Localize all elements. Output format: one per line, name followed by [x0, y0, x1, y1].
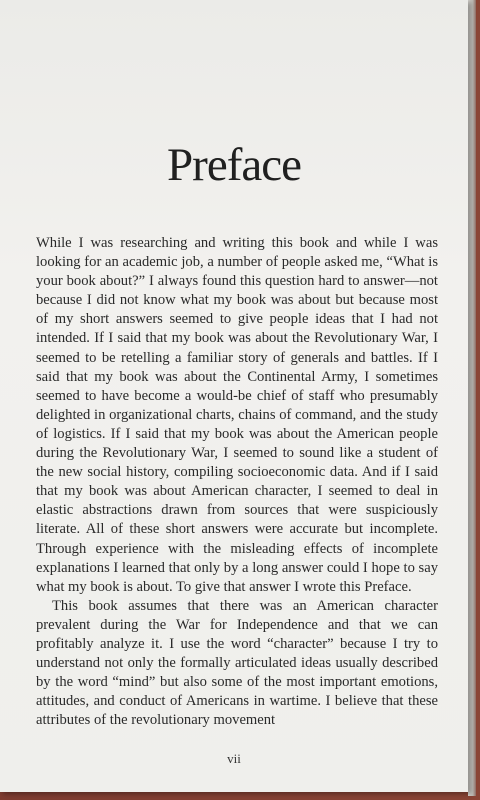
page-title: Preface	[167, 139, 301, 191]
page-edge	[468, 0, 476, 796]
paragraph-2: This book assumes that there was an American character prevalent during the War for Independence and that we can profitably analyze it. I use the word “character” because I try to understand not only the formally articulated ideas usually described by the word “mind” but also some of the most important emotions, attitudes, and conduct of Americans in wartime. I believe that these attributes of the revolutionary movement	[36, 597, 438, 729]
page-number: vii	[227, 751, 241, 766]
paragraph-1: While I was researching and writing this book and while I was looking for an academic job, a number of people asked me, “What is your book about?” I always found this question hard to answer—not because I did not know what my book was about but because most of my short answers seemed to give people ideas that I had not intended. If I said that my book was about the Revolutionary War, I seemed to be retelling a familiar story of generals and battles. If I said that my book was about the Continental Army, I sometimes seemed to have become a would-be chief of staff who presumably delighted in organizational charts, chains of command, and the study of logistics. If I said that my book was about the American people during the Revolutionary War, I seemed to sound like a student of the new social history, compiling socioeconomic data. And if I said that my book was about American character, I seemed to deal in elastic abstractions drawn from sources that were suspiciously literate. All of these short answers were accurate but incomplete. Through experience with the misleading effects of incomplete explanations I learned that only by a long answer could I hope to say what my book is about. To give that answer I wrote this Preface.	[36, 235, 438, 595]
preface-body	[36, 234, 438, 730]
